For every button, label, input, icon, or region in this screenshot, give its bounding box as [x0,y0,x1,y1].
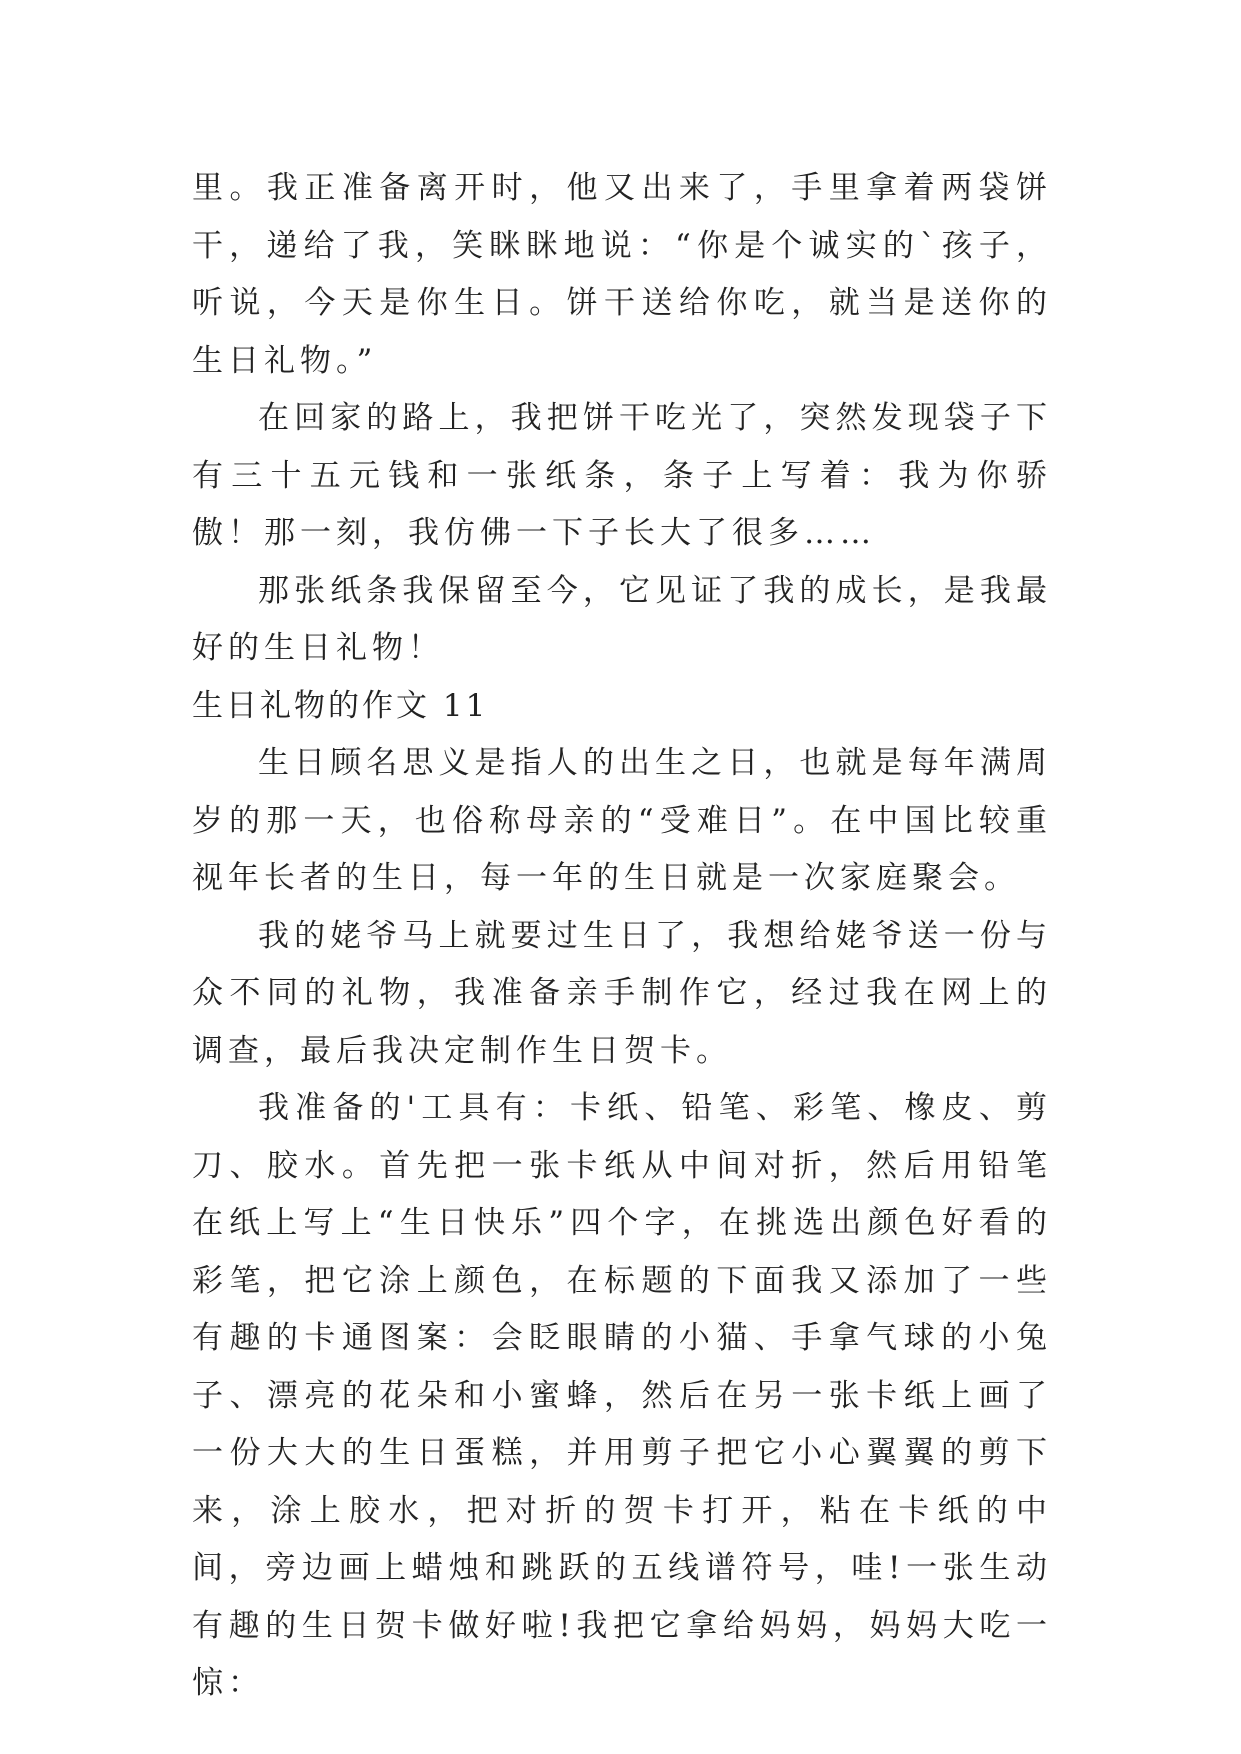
paragraph: 我准备的'工具有：卡纸、铅笔、彩笔、橡皮、剪刀、胶水。首先把一张卡纸从中间对折，然后用铅笔在纸上写上“生日快乐”四个字，在挑选出颜色好看的彩笔，把它涂上颜色，在标题的下面我又添加了一些有趣的卡通图案：会眨眼睛的小猫、手拿气球的小兔子、漂亮的花朵和小蜜蜂，然后在另一张卡纸上画了一份大大的生日蛋糕，并用剪子把它小心翼翼的剪下来，涂上胶水，把对折的贺卡打开，粘在卡纸的中间，旁边画上蜡烛和跳跃的五线谱符号，哇!一张生动有趣的生日贺卡做好啦!我把它拿给妈妈，妈妈大吃一惊： [192,1090,1052,1701]
paragraph: 我的姥爷马上就要过生日了，我想给姥爷送一份与众不同的礼物，我准备亲手制作它，经过我在网上的调查，最后我决定制作生日贺卡。 [192,917,1052,1069]
paragraph-continuation: 里。我正准备离开时，他又出来了，手里拿着两袋饼干，递给了我，笑眯眯地说：“你是个诚实的`孩子，听说，今天是你生日。饼干送给你吃，就当是送你的生日礼物。” [192,170,1052,379]
document-body [192,160,1052,1713]
paragraph: 生日顾名思义是指人的出生之日，也就是每年满周岁的那一天，也俗称母亲的“受难日”。在中国比较重视年长者的生日，每一年的生日就是一次家庭聚会。 [192,745,1052,896]
paragraph: 那张纸条我保留至今，它见证了我的成长，是我最好的生日礼物！ [192,572,1052,666]
section-title: 生日礼物的作文 11 [192,687,489,724]
paragraph: 在回家的路上，我把饼干吃光了，突然发现袋子下有三十五元钱和一张纸条，条子上写着：我为你骄傲！那一刻，我仿佛一下子长大了很多…… [192,400,1052,551]
